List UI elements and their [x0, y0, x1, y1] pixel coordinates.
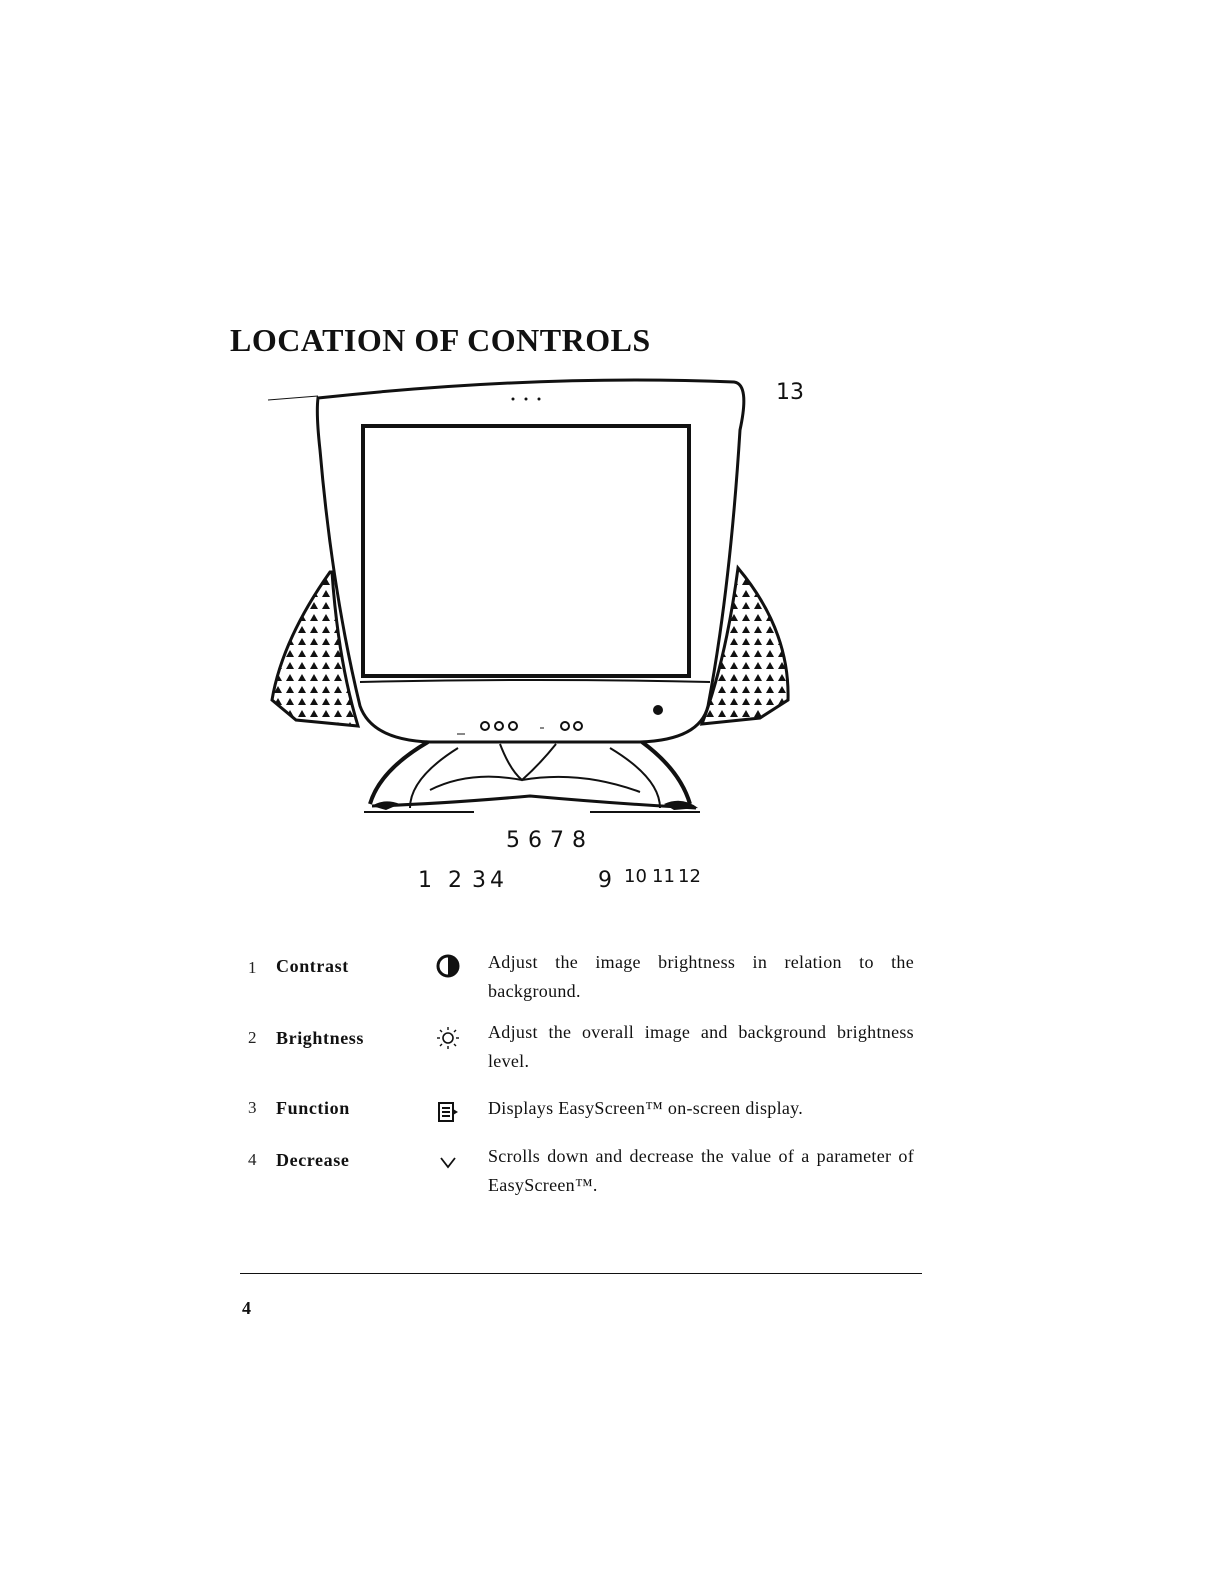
callout-8: 8: [572, 828, 586, 853]
footer-rule: [240, 1273, 922, 1274]
control-name: Brightness: [276, 1028, 365, 1048]
callout-11: 11: [652, 866, 675, 887]
control-description: Displays EasyScreen™ on-screen display.: [488, 1098, 804, 1118]
control-name: Decrease: [276, 1150, 350, 1170]
callout-2: 2: [448, 868, 462, 893]
page-number: 4: [242, 1298, 251, 1318]
brightness-sun-icon: [436, 1026, 460, 1050]
callout-6: 6: [528, 828, 542, 853]
monitor-screen: [363, 426, 689, 676]
callout-5: 5: [506, 828, 520, 853]
control-description: Adjust the image brightness in relation to the background.: [488, 952, 914, 1001]
callout-13: 13: [776, 380, 804, 405]
control-number: 1: [248, 958, 257, 977]
callout-9: 9: [598, 868, 612, 893]
monitor-stand: [364, 742, 700, 812]
control-number: 3: [248, 1098, 257, 1117]
callout-7: 7: [550, 828, 564, 853]
contrast-icon: [436, 954, 460, 978]
control-description: Adjust the overall image and background brightness level.: [488, 1022, 914, 1071]
callout-1: 1: [418, 868, 432, 893]
control-number: 4: [248, 1150, 257, 1169]
control-name: Contrast: [276, 956, 349, 976]
control-description: Scrolls down and decrease the value of a parameter of EasyScreen™.: [488, 1146, 914, 1195]
control-number: 2: [248, 1028, 257, 1047]
callout-3: 3: [472, 868, 486, 893]
callout-12: 12: [678, 866, 701, 887]
callout-4: 4: [490, 868, 504, 893]
page-title: LOCATION OF CONTROLS: [230, 322, 651, 358]
chevron-down-icon: [436, 1150, 460, 1174]
callout-10: 10: [624, 866, 647, 887]
function-menu-icon: [436, 1100, 460, 1124]
monitor-illustration: [260, 360, 820, 920]
control-name: Function: [276, 1098, 350, 1118]
